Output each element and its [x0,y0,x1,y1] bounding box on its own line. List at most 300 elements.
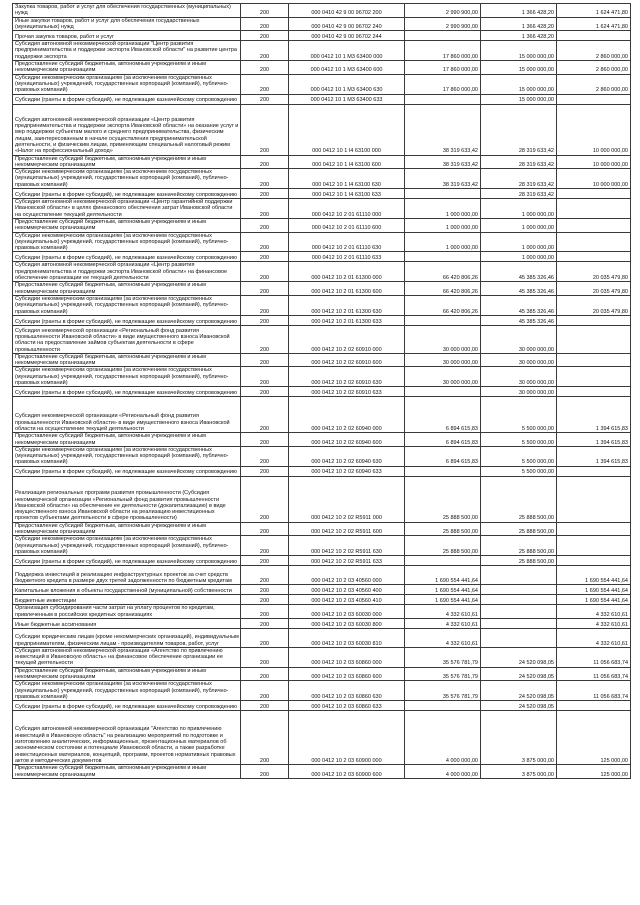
row-code: 200 [241,232,289,252]
row-code: 200 [241,701,289,711]
table-row [13,295,631,315]
row-code: 200 [241,4,289,18]
row-classification-code: 000 0412 10 2 02 60940 630 [289,446,405,466]
row-amount-1: 1 000 000,00 [405,232,481,252]
row-classification-code: 000 0412 10 2 01 61110 633 [289,252,405,262]
row-amount-3 [557,353,631,367]
row-amount-2: 5 500 000,00 [481,446,557,466]
row-classification-code: 000 0412 10 2 01 61110 000 [289,199,405,219]
row-classification-code: 000 0412 10 2 03 60860 600 [289,667,405,681]
row-code: 200 [241,199,289,219]
row-amount-3: 11 056 683,74 [557,647,631,667]
row-description: Иные бюджетные ассигнования [13,618,241,628]
row-code: 200 [241,522,289,536]
row-amount-2: 28 319 633,42 [481,169,557,189]
row-description: Субсидия автономной некоммерческой организации «Агентство по привлечению инвестиций в Ивановскую область» на финансовое обеспечение организации ее текущей деятельности [13,647,241,667]
row-description: Предоставление субсидий бюджетным, автономным учреждениям и иным некоммерческим организациям [13,667,241,681]
row-amount-1: 35 576 781,79 [405,667,481,681]
row-description: Субсидии (гранты в форме субсидий), не подлежащие казначейскому сопровождению [13,189,241,199]
row-amount-3: 1 690 554 441,64 [557,585,631,595]
row-amount-3: 1 394 615,83 [557,446,631,466]
row-code: 200 [241,169,289,189]
table-row [13,325,631,353]
row-amount-1: 2 990 900,00 [405,17,481,31]
row-amount-1: 4 332 610,61 [405,618,481,628]
row-amount-2: 30 000 000,00 [481,387,557,397]
row-amount-1: 25 888 500,00 [405,536,481,556]
row-classification-code: 000 0410 42 9 00 96702 240 [289,17,405,31]
row-amount-3 [557,31,631,41]
row-description: Предоставление субсидий бюджетным, автономным учреждениям и иным некоммерческим организациям [13,522,241,536]
row-amount-1: 35 576 781,79 [405,681,481,701]
row-classification-code: 000 0412 10 2 02 60910 633 [289,387,405,397]
row-classification-code: 000 0412 10 2 02 R5911 000 [289,476,405,522]
row-description: Субсидии (гранты в форме субсидий), не подлежащие казначейскому сопровождению [13,466,241,476]
row-amount-1: 30 000 000,00 [405,325,481,353]
row-amount-1: 4 000 000,00 [405,711,481,765]
table-row [13,711,631,765]
row-description: Поддержка инвестиций в реализацию инфраструктурных проектов за счет средств бюджетного кредита в размере двух третей задолженности по бюджетным кредитам [13,566,241,585]
row-amount-2: 30 000 000,00 [481,367,557,387]
row-code: 200 [241,94,289,104]
row-amount-3 [557,252,631,262]
row-description: Бюджетные инвестиции [13,595,241,605]
row-amount-2: 28 319 633,42 [481,155,557,169]
row-classification-code: 000 0412 10 2 03 60030 000 [289,605,405,619]
row-amount-1: 17 860 000,00 [405,74,481,94]
table-row [13,476,631,522]
row-code: 200 [241,104,289,155]
row-amount-3: 2 860 000,00 [557,41,631,61]
row-code: 200 [241,252,289,262]
table-row [13,232,631,252]
row-amount-3 [557,556,631,566]
row-description: Предоставление субсидий бюджетным, автономным учреждениям и иным некоммерческим организациям [13,433,241,447]
row-code: 200 [241,618,289,628]
row-amount-1: 6 894 615,83 [405,446,481,466]
row-amount-2: 28 319 633,42 [481,104,557,155]
row-amount-2: 1 366 428,20 [481,17,557,31]
row-amount-1: 1 690 554 441,64 [405,595,481,605]
row-amount-2: 45 385 326,46 [481,295,557,315]
row-amount-3: 4 332 610,61 [557,605,631,619]
table-row [13,169,631,189]
row-code: 200 [241,295,289,315]
table-row [13,618,631,628]
row-description: Субсидии (гранты в форме субсидий), не подлежащие казначейскому сопровождению [13,387,241,397]
row-description: Субсидии некоммерческим организациям (за исключением государственных (муниципальных) учреждений, государственных корпораций (компаний), публично-правовых компаний) [13,74,241,94]
row-amount-3: 1 394 615,83 [557,397,631,433]
row-amount-1: 66 420 806,26 [405,282,481,296]
row-amount-3 [557,315,631,325]
budget-document-page [12,3,630,779]
row-code: 200 [241,566,289,585]
row-amount-2: 1 000 000,00 [481,218,557,232]
row-description: Прочая закупка товаров, работ и услуг [13,31,241,41]
row-classification-code: 000 0412 10 2 02 60940 000 [289,397,405,433]
row-description: Предоставление субсидий бюджетным, автономным учреждениям и иным некоммерческим организациям [13,61,241,75]
row-classification-code: 000 0412 10 2 03 40560 410 [289,595,405,605]
row-code: 200 [241,595,289,605]
row-code: 200 [241,367,289,387]
row-amount-3: 1 690 554 441,64 [557,566,631,585]
budget-expenditure-table [12,3,631,779]
row-amount-1: 4 332 610,61 [405,628,481,647]
row-description: Субсидии некоммерческим организациям (за исключением государственных (муниципальных) учреждений, государственных корпораций (компаний), публично-правовых компаний) [13,295,241,315]
row-code: 200 [241,476,289,522]
row-amount-3 [557,232,631,252]
row-code: 200 [241,647,289,667]
row-classification-code: 000 0412 10 1 M3 63400 600 [289,61,405,75]
row-amount-1 [405,556,481,566]
row-amount-3 [557,94,631,104]
row-description: Субсидия автономной некоммерческой организации «Центр развития предпринимательства и поддержки экспорта Ивановской области» на оказание услуг и мер поддержки субъектам малого и среднего предпринимательства, физическим лицам, заинтересованным в начале осуществления предпринимательской деятельности, и физическим лицам, применяющим специальный налоговый режим «Налог на профессиональный доход» [13,104,241,155]
row-amount-3 [557,536,631,556]
table-row [13,628,631,647]
row-code: 200 [241,397,289,433]
row-code: 200 [241,31,289,41]
row-amount-1: 30 000 000,00 [405,367,481,387]
row-code: 200 [241,765,289,779]
table-row [13,199,631,219]
row-classification-code: 000 0412 10 2 02 60910 000 [289,325,405,353]
table-body [13,4,631,779]
table-row [13,585,631,595]
row-amount-2: 15 000 000,00 [481,61,557,75]
row-description: Предоставление субсидий бюджетным, автономным учреждениям и иным некоммерческим организациям [13,765,241,779]
row-code: 200 [241,585,289,595]
row-amount-1: 35 576 781,79 [405,647,481,667]
table-row [13,74,631,94]
row-classification-code: 000 0412 10 2 02 60940 600 [289,433,405,447]
row-description: Предоставление субсидий бюджетным, автономным учреждениям и иным некоммерческим организациям [13,218,241,232]
row-amount-3: 125 000,00 [557,711,631,765]
row-code: 200 [241,315,289,325]
row-classification-code: 000 0412 10 2 03 40560 400 [289,585,405,595]
row-amount-3 [557,325,631,353]
row-amount-2: 24 520 098,05 [481,701,557,711]
row-code: 200 [241,74,289,94]
row-amount-3: 4 332 610,61 [557,628,631,647]
row-code: 200 [241,466,289,476]
row-code: 200 [241,61,289,75]
row-amount-3 [557,199,631,219]
table-row [13,189,631,199]
row-description: Субсидии некоммерческим организациям (за исключением государственных (муниципальных) учреждений, государственных корпораций (компаний), публично-правовых компаний) [13,232,241,252]
row-amount-2 [481,628,557,647]
table-row [13,466,631,476]
row-code: 200 [241,218,289,232]
row-amount-3: 20 035 479,80 [557,295,631,315]
row-code: 200 [241,433,289,447]
row-amount-3 [557,189,631,199]
row-amount-1: 66 420 806,26 [405,295,481,315]
row-description: Субсидии некоммерческим организациям (за исключением государственных (муниципальных) учреждений, государственных корпораций (компаний), публично-правовых компаний) [13,681,241,701]
row-amount-1: 1 000 000,00 [405,218,481,232]
row-classification-code: 000 0412 10 1 I4 63100 630 [289,169,405,189]
table-row [13,94,631,104]
row-description: Субсидии некоммерческим организациям (за исключением государственных (муниципальных) учреждений, государственных корпораций (компаний), публично-правовых компаний) [13,169,241,189]
table-row [13,566,631,585]
row-classification-code: 000 0412 10 2 03 60900 600 [289,765,405,779]
row-amount-3: 10 000 000,00 [557,169,631,189]
row-amount-3: 10 000 000,00 [557,104,631,155]
table-row [13,61,631,75]
row-description: Субсидии некоммерческим организациям (за исключением государственных (муниципальных) учреждений, государственных корпораций (компаний), публично-правовых компаний) [13,367,241,387]
row-classification-code: 000 0412 10 2 01 61300 633 [289,315,405,325]
row-amount-1: 66 420 806,26 [405,262,481,282]
table-row [13,701,631,711]
row-amount-1: 6 894 615,83 [405,397,481,433]
row-classification-code: 000 0412 10 1 I4 63100 000 [289,104,405,155]
row-amount-1 [405,94,481,104]
row-classification-code: 000 0412 10 1 I4 63100 633 [289,189,405,199]
row-amount-3 [557,466,631,476]
row-description: Реализация региональных программ развития промышленности (Субсидия некоммерческой организации «Региональный фонд развития промышленности Ивановской области» на обеспечение ее деятельности (докапитализацию) в виде имущественного взноса Ивановской области на реализацию инвестиционных проектов субъектами деятельности в сфере промышленности) [13,476,241,522]
row-amount-2: 1 000 000,00 [481,199,557,219]
row-amount-1 [405,701,481,711]
row-description: Предоставление субсидий бюджетным, автономным учреждениям и иным некоммерческим организациям [13,155,241,169]
row-amount-1: 25 888 500,00 [405,476,481,522]
row-description: Субсидии некоммерческим организациям (за исключением государственных (муниципальных) учреждений, государственных корпораций (компаний), публично-правовых компаний) [13,536,241,556]
row-amount-1: 38 319 633,42 [405,104,481,155]
row-code: 200 [241,536,289,556]
table-row [13,31,631,41]
table-row [13,522,631,536]
row-amount-1: 4 000 000,00 [405,765,481,779]
row-amount-1 [405,315,481,325]
row-code: 200 [241,325,289,353]
table-row [13,397,631,433]
row-code: 200 [241,262,289,282]
row-amount-3: 11 056 683,74 [557,667,631,681]
row-classification-code: 000 0412 10 2 02 R5911 633 [289,556,405,566]
row-description: Предоставление субсидий бюджетным, автономным учреждениям и иным некоммерческим организациям [13,353,241,367]
row-amount-3: 20 035 479,80 [557,262,631,282]
row-amount-3 [557,387,631,397]
row-classification-code: 000 0412 10 2 03 40560 000 [289,566,405,585]
row-amount-2: 5 500 000,00 [481,466,557,476]
row-amount-1 [405,466,481,476]
row-amount-3: 1 690 554 441,64 [557,595,631,605]
row-classification-code: 000 0412 10 1 I4 63100 600 [289,155,405,169]
row-description: Субсидии (гранты в форме субсидий), не подлежащие казначейскому сопровождению [13,315,241,325]
row-amount-3: 1 394 615,83 [557,433,631,447]
row-amount-2: 1 000 000,00 [481,252,557,262]
row-code: 200 [241,667,289,681]
table-row [13,433,631,447]
row-amount-2: 28 319 633,42 [481,189,557,199]
row-description: Субсидии некоммерческим организациям (за исключением государственных (муниципальных) учреждений, государственных корпораций (компаний), публично-правовых компаний) [13,446,241,466]
row-amount-1: 38 319 633,42 [405,169,481,189]
row-description: Предоставление субсидий бюджетным, автономным учреждениям и иным некоммерческим организациям [13,282,241,296]
row-amount-3: 2 860 000,00 [557,61,631,75]
row-description: Иные закупки товаров, работ и услуг для обеспечения государственных (муниципальных) нужд [13,17,241,31]
row-amount-1: 4 332 610,61 [405,605,481,619]
row-classification-code: 000 0412 10 2 01 61300 000 [289,262,405,282]
row-code: 200 [241,189,289,199]
row-description: Субсидия автономной некоммерческой организации «Центр гарантийной поддержки Ивановской области» в целях финансового обеспечения затрат Ивановской области на осуществление текущей деятельности [13,199,241,219]
row-description: Субсидии юридическим лицам (кроме некоммерческих организаций), индивидуальным предпринимателям, физическим лицам - производителям товаров, работ, услуг [13,628,241,647]
row-amount-2: 1 000 000,00 [481,232,557,252]
row-classification-code: 000 0412 10 2 03 60860 633 [289,701,405,711]
row-code: 200 [241,387,289,397]
row-amount-2: 24 520 098,05 [481,667,557,681]
row-amount-3: 1 624 471,80 [557,17,631,31]
row-amount-3: 10 000 000,00 [557,155,631,169]
table-row [13,367,631,387]
row-classification-code: 000 0412 10 1 M3 63400 000 [289,41,405,61]
row-amount-1 [405,387,481,397]
table-row [13,387,631,397]
row-description: Капитальные вложения в объекты государственной (муниципальной) собственности [13,585,241,595]
table-row [13,765,631,779]
row-amount-2 [481,618,557,628]
row-amount-2: 25 888 500,00 [481,476,557,522]
table-row [13,647,631,667]
row-code: 200 [241,155,289,169]
row-description: Субсидии (гранты в форме субсидий), не подлежащие казначейскому сопровождению [13,701,241,711]
row-classification-code: 000 0412 10 2 03 60860 000 [289,647,405,667]
table-row [13,315,631,325]
row-amount-3 [557,476,631,522]
row-amount-2: 25 888 500,00 [481,536,557,556]
row-amount-1: 30 000 000,00 [405,353,481,367]
row-amount-1: 6 894 615,83 [405,433,481,447]
row-amount-1 [405,189,481,199]
table-row [13,667,631,681]
row-amount-3 [557,701,631,711]
row-amount-2: 45 385 326,46 [481,315,557,325]
row-amount-2: 30 000 000,00 [481,353,557,367]
row-amount-3: 4 332 610,61 [557,618,631,628]
row-description: Субсидии (гранты в форме субсидий), не подлежащие казначейскому сопровождению [13,252,241,262]
row-code: 200 [241,353,289,367]
row-classification-code: 000 0412 10 2 03 60860 630 [289,681,405,701]
table-row [13,104,631,155]
row-amount-2: 5 500 000,00 [481,397,557,433]
row-code: 200 [241,605,289,619]
table-row [13,605,631,619]
row-description: Закупка товаров, работ и услуг для обеспечения государственных (муниципальных) нужд [13,4,241,18]
row-amount-2: 3 875 000,00 [481,711,557,765]
row-code: 200 [241,628,289,647]
row-amount-2 [481,605,557,619]
row-amount-3 [557,522,631,536]
row-classification-code: 000 0412 10 2 03 60030 800 [289,618,405,628]
row-amount-2: 1 366 428,20 [481,4,557,18]
table-row [13,155,631,169]
table-row [13,536,631,556]
row-amount-1: 1 690 554 441,64 [405,585,481,595]
row-amount-2: 5 500 000,00 [481,433,557,447]
table-row [13,681,631,701]
row-description: Субсидия некоммерческой организации «Региональный фонд развития промышленности Ивановской области» в виде имущественного взноса Ивановской области на предоставление займов субъектам деятельности в сфере промышленности [13,325,241,353]
row-classification-code: 000 0412 10 1 M3 63400 630 [289,74,405,94]
row-code: 200 [241,446,289,466]
row-code: 200 [241,282,289,296]
row-description: Субсидия автономной некоммерческой организации "Агентство по привлечению инвестиций в Ивановскую область" на реализацию мероприятий по подготовке и изготовлению аналитических, информационных, презентационных материалов об экономическом состоянии и потенциале Ивановской области, а также разработке инвестиционных материалов, концепций, программ, проектов нормативных правовых актов и методических документов [13,711,241,765]
row-amount-1: 1 690 554 441,64 [405,566,481,585]
table-row [13,556,631,566]
table-row [13,446,631,466]
row-amount-1: 25 888 500,00 [405,522,481,536]
table-row [13,41,631,61]
row-amount-2 [481,585,557,595]
row-amount-1: 38 319 633,42 [405,155,481,169]
row-amount-2: 45 385 326,46 [481,262,557,282]
row-amount-3: 11 056 683,74 [557,681,631,701]
row-amount-3 [557,367,631,387]
row-amount-3: 2 860 000,00 [557,74,631,94]
row-classification-code: 000 0412 10 1 M3 63400 633 [289,94,405,104]
row-classification-code: 000 0412 10 2 02 60940 633 [289,466,405,476]
row-amount-2: 15 000 000,00 [481,41,557,61]
row-classification-code: 000 0412 10 2 01 61300 630 [289,295,405,315]
row-description: Субсидии (гранты в форме субсидий), не подлежащие казначейскому сопровождению [13,94,241,104]
table-row [13,218,631,232]
row-code: 200 [241,711,289,765]
row-amount-2: 15 000 000,00 [481,74,557,94]
row-amount-2 [481,566,557,585]
row-code: 200 [241,17,289,31]
row-classification-code: 000 0412 10 2 02 60910 630 [289,367,405,387]
row-description: Субсидии (гранты в форме субсидий), не подлежащие казначейскому сопровождению [13,556,241,566]
row-classification-code: 000 0412 10 2 01 61300 600 [289,282,405,296]
table-row [13,353,631,367]
row-amount-1 [405,31,481,41]
row-amount-2 [481,595,557,605]
row-amount-2: 24 520 098,05 [481,681,557,701]
row-amount-3: 20 035 479,80 [557,282,631,296]
row-classification-code: 000 0412 10 2 02 60910 600 [289,353,405,367]
row-classification-code: 000 0412 10 2 02 R5911 630 [289,536,405,556]
row-amount-2: 3 875 000,00 [481,765,557,779]
row-amount-1: 2 990 900,00 [405,4,481,18]
table-row [13,252,631,262]
table-row [13,17,631,31]
row-amount-2: 45 385 326,46 [481,282,557,296]
row-amount-3: 125 000,00 [557,765,631,779]
row-code: 200 [241,681,289,701]
row-amount-1: 17 860 000,00 [405,41,481,61]
row-amount-2: 30 000 000,00 [481,325,557,353]
row-description: Субсидия некоммерческой организации «Региональный фонд развития промышленности Ивановской области» в виде имущественного взноса Ивановской области на осуществление текущей деятельности [13,397,241,433]
table-row [13,282,631,296]
row-amount-2: 24 520 098,05 [481,647,557,667]
row-amount-2: 15 000 000,00 [481,94,557,104]
row-code: 200 [241,556,289,566]
row-code: 200 [241,41,289,61]
row-amount-3: 1 624 471,80 [557,4,631,18]
row-amount-3 [557,218,631,232]
row-amount-2: 25 888 500,00 [481,556,557,566]
row-classification-code: 000 0412 10 2 01 61110 630 [289,232,405,252]
row-amount-2: 1 366 428,20 [481,31,557,41]
row-classification-code: 000 0410 42 9 00 96702 244 [289,31,405,41]
row-classification-code: 000 0412 10 2 02 R5911 600 [289,522,405,536]
row-amount-2: 25 888 500,00 [481,522,557,536]
row-description: Субсидия автономной некоммерческой организации «Центр развития предпринимательства и поддержки экспорта Ивановской области» на финансовое обеспечение организации ее текущей деятельности [13,262,241,282]
row-amount-1: 1 000 000,00 [405,199,481,219]
row-classification-code: 000 0412 10 2 03 60900 000 [289,711,405,765]
table-row [13,4,631,18]
row-classification-code: 000 0412 10 2 03 60030 810 [289,628,405,647]
table-row [13,595,631,605]
row-description: Организация субсидирования части затрат на уплату процентов по кредитам, привлеченным в российских кредитных организациях [13,605,241,619]
row-amount-1: 17 860 000,00 [405,61,481,75]
row-description: Субсидия автономной некоммерческой организации "Центр развития предпринимательства и поддержки экспорта Ивановской области" на развитие центра поддержки экспорта [13,41,241,61]
